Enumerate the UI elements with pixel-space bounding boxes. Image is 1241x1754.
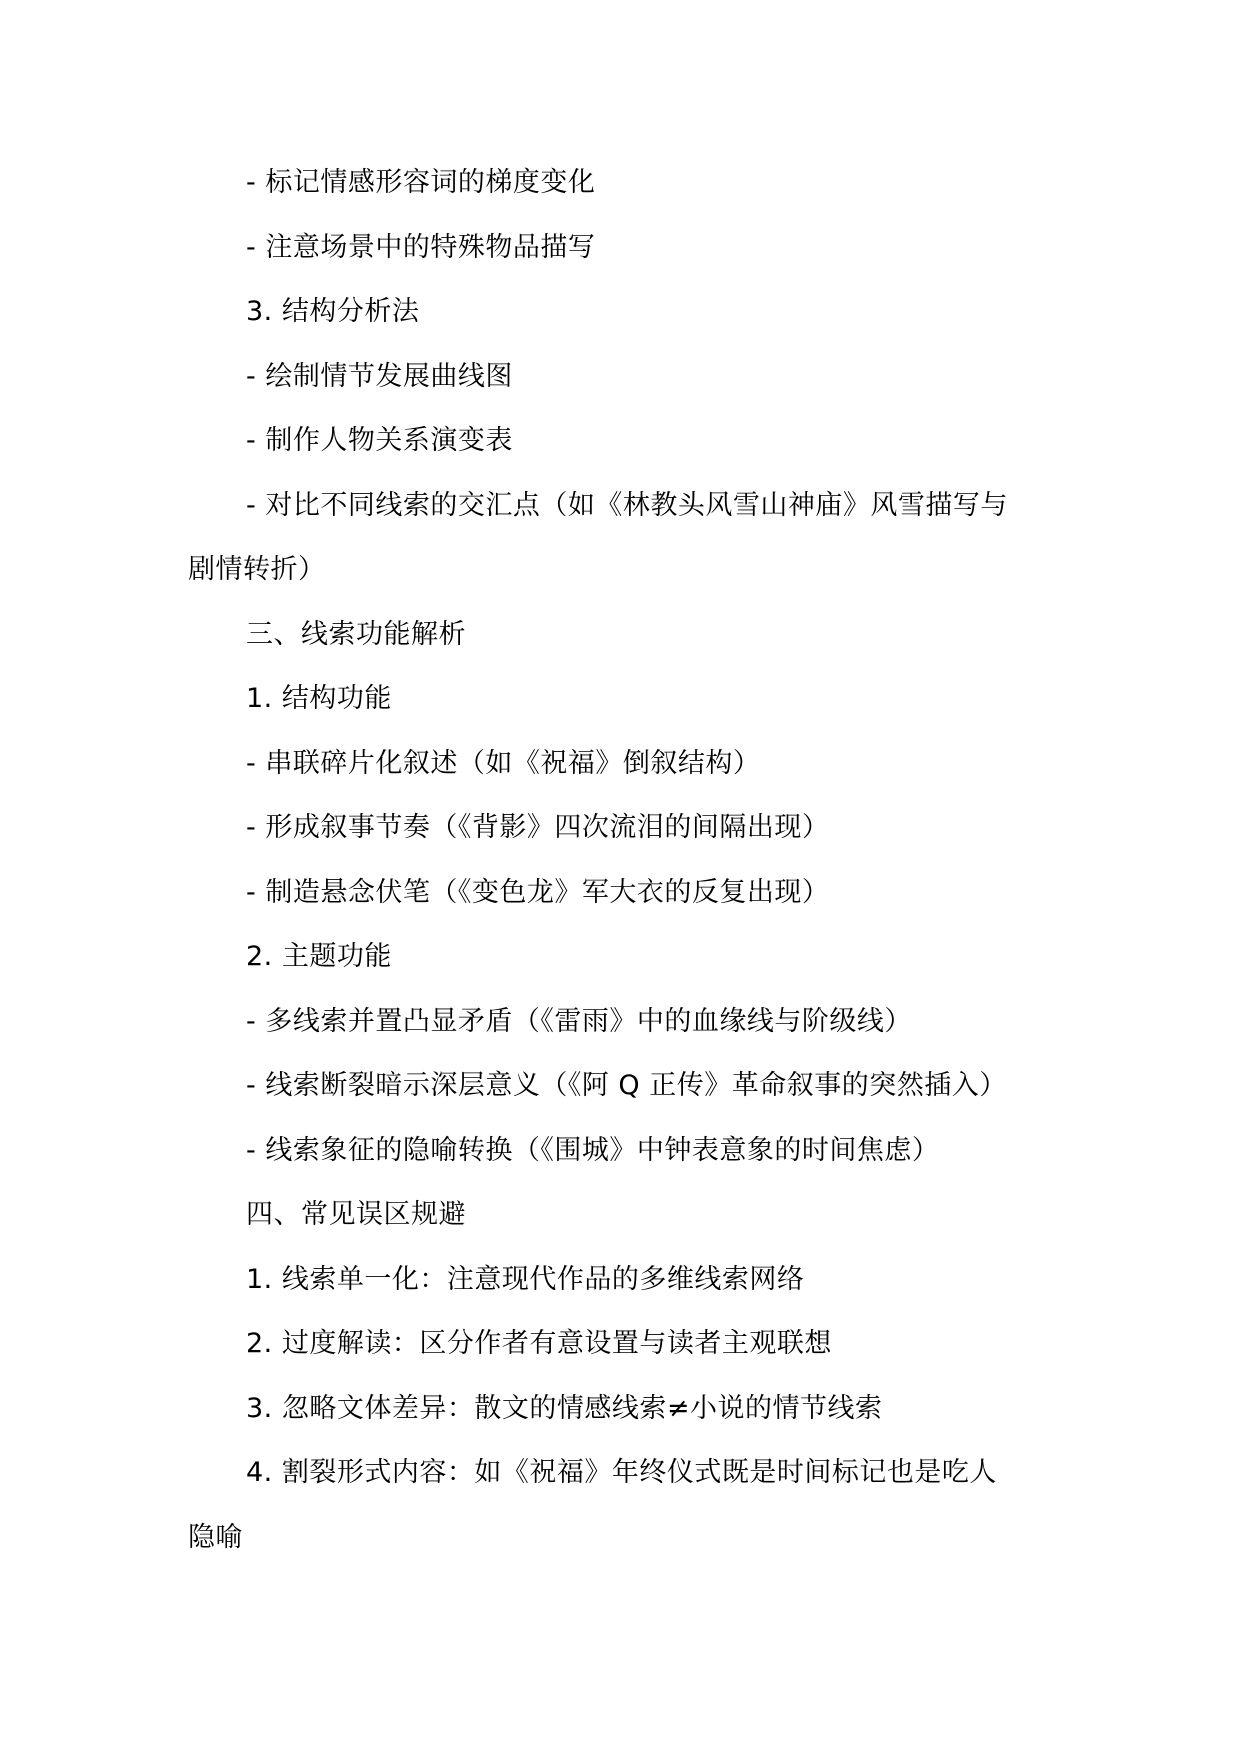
text-line-continuation: 剧情转折）	[188, 554, 326, 585]
text-line-continuation: 隐喻	[188, 1522, 243, 1553]
section-heading: 四、常见误区规避	[246, 1199, 466, 1230]
section-subheading: 1. 结构功能	[246, 683, 392, 714]
text-line: 3. 忽略文体差异：散文的情感线索≠小说的情节线索	[246, 1393, 883, 1424]
section-subheading: 3. 结构分析法	[246, 296, 420, 327]
text-line: 2. 过度解读：区分作者有意设置与读者主观联想	[246, 1328, 832, 1359]
text-line: - 多线索并置凸显矛盾（《雷雨》中的血缘线与阶级线）	[246, 1006, 912, 1037]
text-line: - 线索断裂暗示深层意义（《阿 Q 正传》革命叙事的突然插入）	[246, 1070, 1007, 1101]
text-line: - 线索象征的隐喻转换（《围城》中钟表意象的时间焦虑）	[246, 1135, 940, 1166]
section-heading: 三、线索功能解析	[246, 619, 466, 650]
text-line: - 串联碎片化叙述（如《祝福》倒叙结构）	[246, 748, 761, 779]
text-line: - 绘制情节发展曲线图	[246, 361, 513, 392]
text-line: 1. 线索单一化：注意现代作品的多维线索网络	[246, 1264, 805, 1295]
text-line: 4. 割裂形式内容：如《祝福》年终仪式既是时间标记也是吃人	[246, 1457, 997, 1488]
text-line: - 对比不同线索的交汇点（如《林教头风雪山神庙》风雪描写与	[246, 490, 1008, 521]
text-line: - 制作人物关系演变表	[246, 425, 513, 456]
text-line: - 形成叙事节奏（《背影》四次流泪的间隔出现）	[246, 812, 830, 843]
text-line: - 注意场景中的特殊物品描写	[246, 232, 596, 263]
text-line: - 标记情感形容词的梯度变化	[246, 167, 596, 198]
section-subheading: 2. 主题功能	[246, 941, 392, 972]
text-line: - 制造悬念伏笔（《变色龙》军大衣的反复出现）	[246, 877, 830, 908]
